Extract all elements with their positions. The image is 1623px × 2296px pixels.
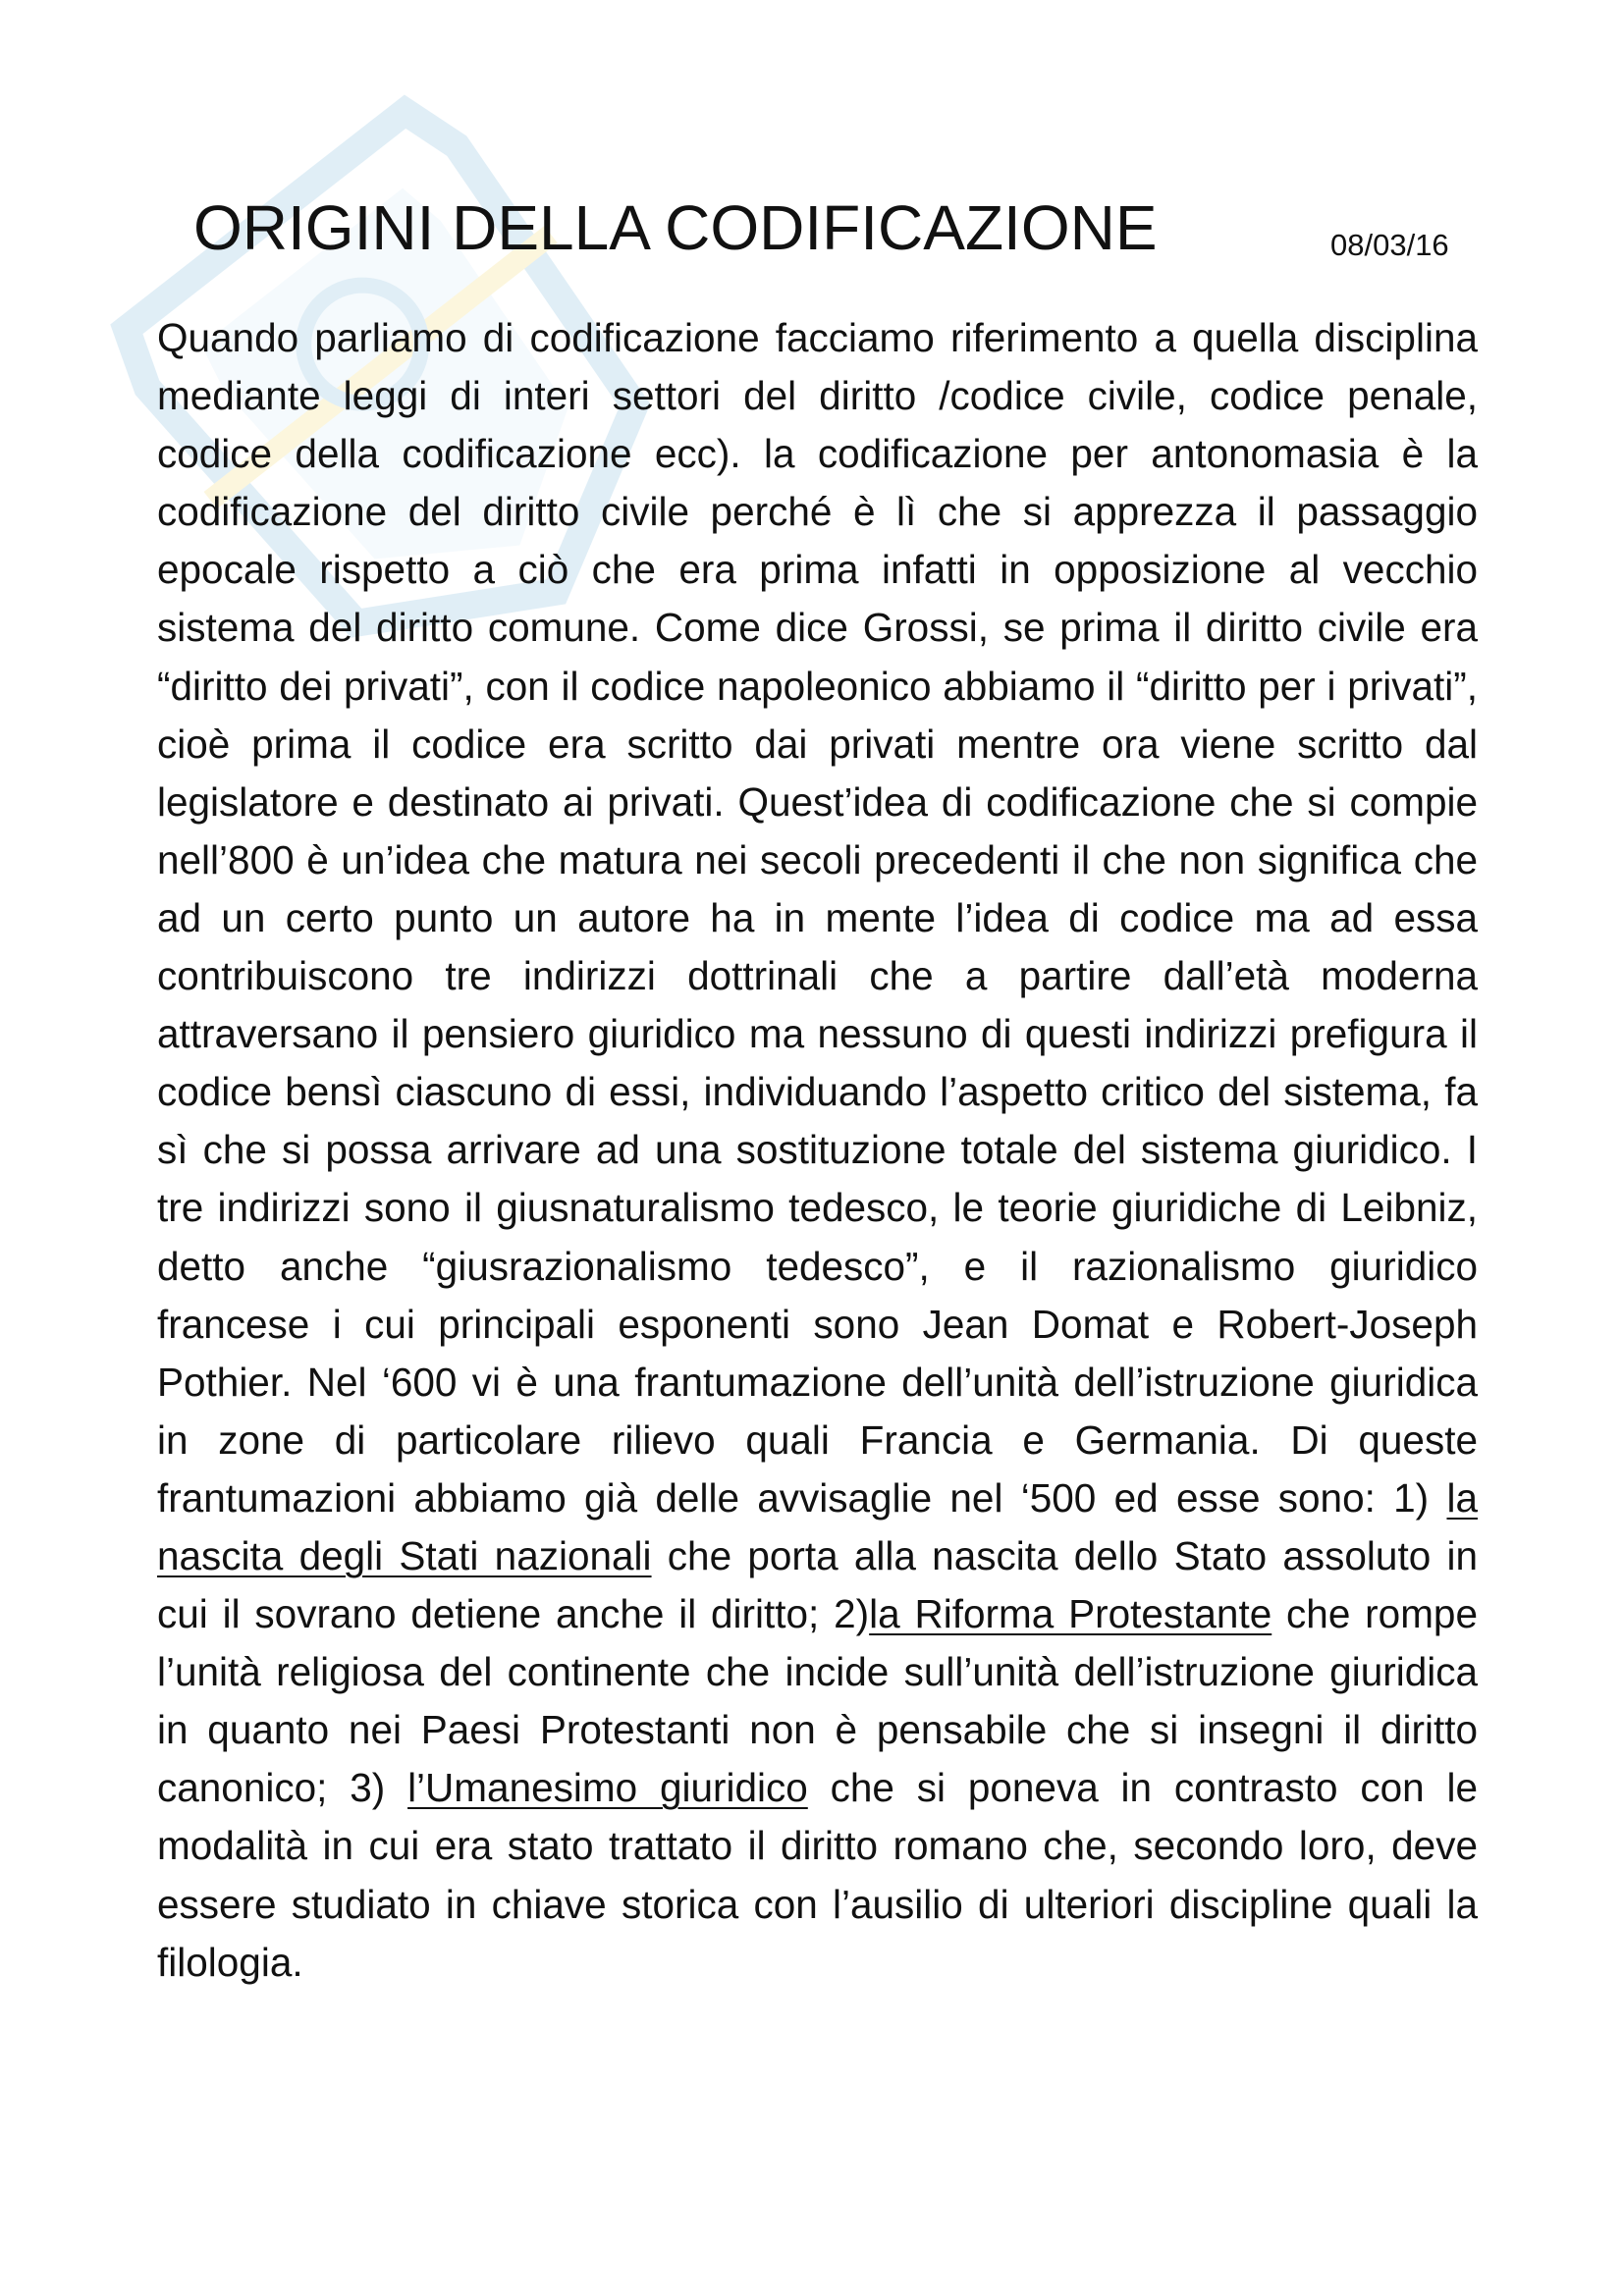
underlined-term-umanesimo-giuridico: l’Umanesimo giuridico (407, 1765, 808, 1811)
body-text-segment: che porta alla nascita dello Stato assoluto in cui il sovrano detiene anche il diritto; 2) (157, 1532, 1478, 1637)
underlined-term-riforma-protestante: la Riforma Protestante (869, 1591, 1272, 1637)
body-text-segment: Quando parliamo di codificazione facciamo riferimento a quella disciplina mediante leggi di interi settori del diritto /codice civile, codice penale, codice della codificazione ecc). la codificazione per antonomasia è la codificazione del diritto civile perché è lì che si apprezza il passaggio epocale rispetto a ciò che era prima infatti in opposizione al vecchio sistema del diritto comune. Come dice Grossi, se prima il diritto civile era “diritto dei privati”, con il codice napoleonico abbiamo il “diritto per i privati”, cioè prima il codice era scritto dai privati mentre ora viene scritto dal legislatore e destinato ai privati. Quest’idea di codificazione che si compie nell’800 è un’idea che matura nei secoli precedenti il che non significa che ad un certo punto un autore ha in mente l’idea di codice ma ad essa contribuiscono tre indirizzi dottrinali che a partire dall’età moderna attraversano il pensiero giuridico ma nessuno di questi indirizzi prefigura il codice bensì ciascuno di essi, individuando l’aspetto critico del sistema, fa sì che si possa arrivare ad una sostituzione totale del sistema giuridico. I tre indirizzi sono il giusnaturalismo tedesco, le teorie giuridiche di Leibniz, detto anche “giusrazionalismo tedesco”, e il razionalismo giuridico francese i cui principali esponenti sono Jean Domat e Robert-Joseph Pothier. Nel ‘600 vi è una frantumazione dell’unità dell’istruzione giuridica in zone di particolare rilievo quali Francia e Germania. Di queste frantumazioni abbiamo già delle avvisaglie nel ‘500 ed esse sono: 1) (157, 315, 1478, 1521)
document-date: 08/03/16 (1330, 228, 1449, 262)
body-text-segment: che rompe l’unità religiosa del continente che incide sull’unità dell’istruzione giuridica in quanto nei Paesi Protestanti non è pensabile che si insegni il diritto canonico; 3) (157, 1591, 1478, 1811)
body-text-segment: che si poneva in contrasto con le modalità in cui era stato trattato il diritto romano che, secondo loro, deve essere studiato in chiave storica con l’ausilio di ulteriori discipline quali la filologia. (157, 1765, 1479, 1985)
body-paragraph (157, 309, 1478, 1992)
underlined-term-stati-nazionali: la nascita degli Stati nazionali (157, 1474, 1478, 1578)
page-title: ORIGINI DELLA CODIFICAZIONE (193, 192, 1158, 263)
